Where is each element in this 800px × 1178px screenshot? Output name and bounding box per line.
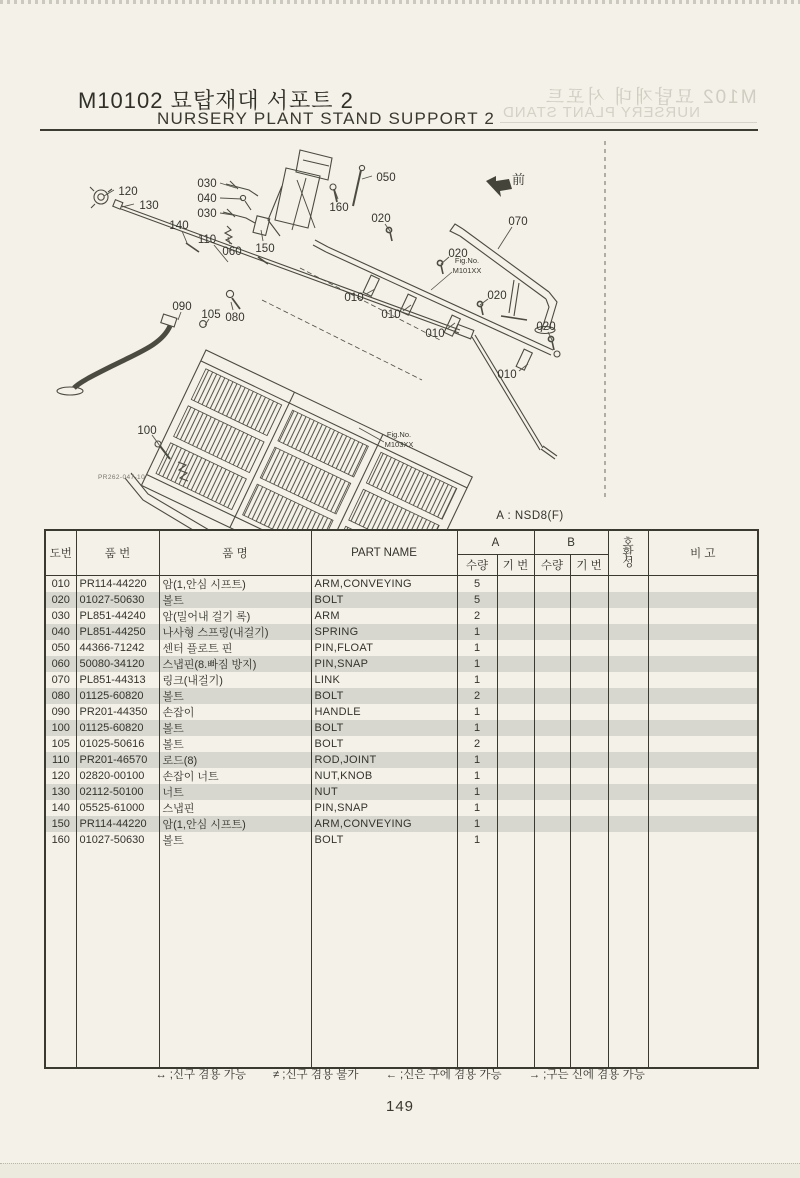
part-no-cell: 01125-60820 <box>76 688 159 704</box>
remarks-cell <box>648 720 758 736</box>
compat-cell <box>608 752 648 768</box>
header-part-name: PART NAME <box>311 530 457 576</box>
serial-a-cell <box>497 704 534 720</box>
header-name-kr: 품 명 <box>159 530 311 576</box>
qty-a-cell: 1 <box>457 720 497 736</box>
header-part-no: 품 번 <box>76 530 159 576</box>
remarks-cell <box>648 640 758 656</box>
name-kr-cell: 손잡이 너트 <box>159 768 311 784</box>
compat-cell <box>608 816 648 832</box>
qty-a-cell: 1 <box>457 624 497 640</box>
not-equal-icon: ≠ <box>272 1069 280 1081</box>
fig-no-cell: 060 <box>45 656 76 672</box>
plant-stand-platform <box>141 350 472 530</box>
diagram-callout-160: 160 <box>329 202 349 214</box>
name-kr-cell: 링크(내걸기) <box>159 672 311 688</box>
fig-reference: Fig.No. <box>454 256 480 265</box>
part-name-cell: BOLT <box>311 736 457 752</box>
compat-cell <box>608 800 648 816</box>
name-kr-cell: 스냅핀(8.빠짐 방지) <box>159 656 311 672</box>
qty-b-cell <box>534 784 570 800</box>
name-kr-cell: 암(1,안심 시프트) <box>159 816 311 832</box>
compat-cell <box>608 736 648 752</box>
remarks-cell <box>648 576 758 593</box>
bracket-plate-part <box>268 150 332 236</box>
header-compatibility: 호 환 성 <box>608 530 648 576</box>
part-no-cell: PR114-44220 <box>76 576 159 593</box>
fig-no-cell: 080 <box>45 688 76 704</box>
table-row <box>45 816 758 832</box>
conveying-rail-part <box>262 227 560 380</box>
name-kr-cell: 너트 <box>159 784 311 800</box>
table-row <box>45 576 758 593</box>
header-qty-a: 수량 <box>457 555 497 576</box>
legend-item <box>155 1066 246 1082</box>
name-kr-cell: 볼트 <box>159 592 311 608</box>
table-row <box>45 800 758 816</box>
qty-a-cell: 2 <box>457 608 497 624</box>
fig-reference: M103XX <box>384 440 414 449</box>
callout-leader-line <box>359 428 384 442</box>
table-row <box>45 736 758 752</box>
part-no-cell: PL851-44250 <box>76 624 159 640</box>
remarks-cell <box>648 752 758 768</box>
remarks-cell <box>648 656 758 672</box>
diagram-callout-060: 060 <box>222 246 242 258</box>
diagram-callout-030: 030 <box>197 178 217 190</box>
qty-b-cell <box>534 656 570 672</box>
serial-b-cell <box>570 640 608 656</box>
qty-a-cell: 1 <box>457 672 497 688</box>
serial-b-cell <box>570 672 608 688</box>
legend-text: ;구는 신에 겸용 가능 <box>543 1069 645 1081</box>
empty-cell <box>76 848 159 1068</box>
callout-leader-line <box>220 198 242 199</box>
part-name-cell: BOLT <box>311 688 457 704</box>
fig-no-cell: 040 <box>45 624 76 640</box>
serial-b-cell <box>570 624 608 640</box>
legend-text: ;신구 겸용 가능 <box>169 1069 246 1081</box>
callout-leader-line <box>362 176 372 179</box>
remarks-cell <box>648 784 758 800</box>
header-fig-no: 도번 <box>45 530 76 576</box>
part-name-cell: BOLT <box>311 832 457 848</box>
qty-a-cell: 1 <box>457 768 497 784</box>
qty-a-cell: 1 <box>457 784 497 800</box>
remarks-cell <box>648 768 758 784</box>
part-name-cell: ARM <box>311 608 457 624</box>
compat-cell <box>608 624 648 640</box>
qty-b-cell <box>534 736 570 752</box>
serial-a-cell <box>497 688 534 704</box>
exploded-parts-diagram <box>0 0 800 530</box>
fig-no-cell: 100 <box>45 720 76 736</box>
fig-no-cell: 120 <box>45 768 76 784</box>
qty-b-cell <box>534 704 570 720</box>
serial-b-cell <box>570 784 608 800</box>
part-name-cell: PIN,FLOAT <box>311 640 457 656</box>
qty-b-cell <box>534 816 570 832</box>
diagram-callout-110: 110 <box>197 234 217 246</box>
part-name-cell: BOLT <box>311 592 457 608</box>
part-name-cell: ARM,CONVEYING <box>311 576 457 593</box>
compat-cell <box>608 656 648 672</box>
part-name-cell: NUT,KNOB <box>311 768 457 784</box>
fig-no-cell: 130 <box>45 784 76 800</box>
qty-b-cell <box>534 608 570 624</box>
serial-b-cell <box>570 704 608 720</box>
empty-cell <box>45 848 76 1068</box>
diagram-callout-010: 010 <box>497 369 517 381</box>
serial-a-cell <box>497 832 534 848</box>
compat-cell <box>608 608 648 624</box>
qty-b-cell <box>534 672 570 688</box>
compat-cell <box>608 768 648 784</box>
qty-b-cell <box>534 768 570 784</box>
qty-a-cell: 1 <box>457 832 497 848</box>
model-note: A : NSD8(F) <box>496 510 564 522</box>
qty-b-cell <box>534 688 570 704</box>
name-kr-cell: 나사형 스프링(내걸기) <box>159 624 311 640</box>
part-no-cell: 01125-60820 <box>76 720 159 736</box>
qty-a-cell: 5 <box>457 592 497 608</box>
qty-a-cell: 2 <box>457 688 497 704</box>
fig-no-cell: 070 <box>45 672 76 688</box>
remarks-cell <box>648 800 758 816</box>
diagram-callout-100: 100 <box>137 425 157 437</box>
part-name-cell: LINK <box>311 672 457 688</box>
callout-leader-line <box>178 312 181 320</box>
part-name-cell: ROD,JOINT <box>311 752 457 768</box>
qty-b-cell <box>534 752 570 768</box>
callout-leader-line <box>231 302 233 310</box>
diagram-callout-090: 090 <box>172 301 192 313</box>
legend-item <box>273 1066 359 1082</box>
empty-cell <box>457 848 497 1068</box>
qty-a-cell: 2 <box>457 736 497 752</box>
qty-a-cell: 1 <box>457 704 497 720</box>
table-row <box>45 688 758 704</box>
compat-cell <box>608 592 648 608</box>
diagram-callout-150: 150 <box>255 243 275 255</box>
diagram-callout-020: 020 <box>487 290 507 302</box>
name-kr-cell: 센터 플로트 핀 <box>159 640 311 656</box>
compat-cell <box>608 576 648 593</box>
part-no-cell: 05525-61000 <box>76 800 159 816</box>
part-no-cell: PL851-44240 <box>76 608 159 624</box>
part-no-cell: PR201-44350 <box>76 704 159 720</box>
table-row <box>45 608 758 624</box>
part-name-cell: HANDLE <box>311 704 457 720</box>
callout-leader-line <box>431 272 452 290</box>
diagram-callout-050: 050 <box>376 172 396 184</box>
name-kr-cell: 암(밀어내 걸기 록) <box>159 608 311 624</box>
bleedthrough-title-kr: M102 묘탑재대 서포트 <box>544 87 757 108</box>
qty-b-cell <box>534 640 570 656</box>
bleedthrough-title-en: NURSERY PLANT STAND <box>502 104 700 121</box>
name-kr-cell: 볼트 <box>159 736 311 752</box>
fig-no-cell: 140 <box>45 800 76 816</box>
table-row <box>45 784 758 800</box>
table-row <box>45 640 758 656</box>
part-no-cell: PR201-46570 <box>76 752 159 768</box>
name-kr-cell: 손잡이 <box>159 704 311 720</box>
header-serial-b: 기 번 <box>570 555 608 576</box>
serial-a-cell <box>497 720 534 736</box>
scan-edge-noise-bottom <box>0 1163 800 1178</box>
empty-cell <box>570 848 608 1068</box>
compat-cell <box>608 832 648 848</box>
diagram-callout-010: 010 <box>344 292 364 304</box>
serial-a-cell <box>497 608 534 624</box>
compat-cell <box>608 672 648 688</box>
page-title-korean: M10102 묘탑재대 서포트 2 <box>78 88 354 113</box>
part-name-cell: NUT <box>311 784 457 800</box>
empty-cell <box>534 848 570 1068</box>
compat-cell <box>608 640 648 656</box>
serial-b-cell <box>570 576 608 593</box>
qty-b-cell <box>534 592 570 608</box>
qty-b-cell <box>534 720 570 736</box>
compat-cell <box>608 704 648 720</box>
front-label: 前 <box>512 172 526 187</box>
left-arrow-icon: ← <box>385 1069 397 1081</box>
qty-b-cell <box>534 832 570 848</box>
diagram-callout-080: 080 <box>225 312 245 324</box>
serial-a-cell <box>497 816 534 832</box>
table-row <box>45 592 758 608</box>
callout-leader-line <box>498 227 512 249</box>
part-no-cell: 02112-50100 <box>76 784 159 800</box>
fig-reference: Fig.No. <box>386 430 412 439</box>
name-kr-cell: 스냅핀 <box>159 800 311 816</box>
parts-table <box>44 529 759 1069</box>
qty-b-cell <box>534 576 570 593</box>
serial-a-cell <box>497 576 534 593</box>
serial-a-cell <box>497 768 534 784</box>
diagram-callout-105: 105 <box>201 309 221 321</box>
legend-item <box>529 1066 645 1082</box>
header-group-b: B <box>534 530 608 555</box>
serial-b-cell <box>570 816 608 832</box>
remarks-cell <box>648 688 758 704</box>
compat-cell <box>608 720 648 736</box>
part-name-cell: PIN,SNAP <box>311 656 457 672</box>
part-no-cell: 02820-00100 <box>76 768 159 784</box>
serial-b-cell <box>570 800 608 816</box>
fig-no-cell: 010 <box>45 576 76 593</box>
qty-b-cell <box>534 624 570 640</box>
legend-text: ;신은 구에 겸용 가능 <box>400 1069 502 1081</box>
serial-a-cell <box>497 624 534 640</box>
fig-no-cell: 090 <box>45 704 76 720</box>
part-no-cell: 01027-50630 <box>76 832 159 848</box>
legend-text: ;신구 겸용 불가 <box>282 1069 359 1081</box>
part-no-cell: 01027-50630 <box>76 592 159 608</box>
right-arrow-icon: → <box>528 1069 541 1081</box>
serial-a-cell <box>497 656 534 672</box>
diagram-callout-020: 020 <box>536 321 556 333</box>
qty-a-cell: 1 <box>457 640 497 656</box>
compat-cell <box>608 784 648 800</box>
both-ways-arrow-icon: ↔ <box>155 1069 167 1081</box>
serial-a-cell <box>497 672 534 688</box>
part-name-cell: BOLT <box>311 720 457 736</box>
float-pin-part <box>353 170 361 206</box>
header-remarks: 비 고 <box>648 530 758 576</box>
serial-b-cell <box>570 688 608 704</box>
serial-b-cell <box>570 832 608 848</box>
qty-b-cell <box>534 800 570 816</box>
diagram-callout-070: 070 <box>508 216 528 228</box>
remarks-cell <box>648 832 758 848</box>
remarks-cell <box>648 816 758 832</box>
diagram-callout-010: 010 <box>381 309 401 321</box>
legend-item <box>386 1066 502 1082</box>
serial-b-cell <box>570 720 608 736</box>
qty-a-cell: 1 <box>457 752 497 768</box>
table-row <box>45 752 758 768</box>
compatibility-legend <box>0 1066 800 1082</box>
fig-reference: M101XX <box>452 266 482 275</box>
diagram-callout-130: 130 <box>139 200 159 212</box>
diagram-callout-010: 010 <box>425 328 445 340</box>
table-row <box>45 720 758 736</box>
empty-cell <box>311 848 457 1068</box>
parts-table-body <box>45 576 758 1069</box>
serial-b-cell <box>570 768 608 784</box>
header-serial-a: 기 번 <box>497 555 534 576</box>
fig-no-cell: 050 <box>45 640 76 656</box>
name-kr-cell: 볼트 <box>159 720 311 736</box>
part-no-cell: 50080-34120 <box>76 656 159 672</box>
empty-cell <box>497 848 534 1068</box>
callout-layer <box>104 172 556 449</box>
diagram-callout-120: 120 <box>118 186 138 198</box>
serial-a-cell <box>497 752 534 768</box>
fig-no-cell: 160 <box>45 832 76 848</box>
remarks-cell <box>648 736 758 752</box>
name-kr-cell: 암(1,안심 시프트) <box>159 576 311 593</box>
qty-a-cell: 1 <box>457 656 497 672</box>
serial-b-cell <box>570 736 608 752</box>
fig-no-cell: 030 <box>45 608 76 624</box>
diagram-callout-140: 140 <box>169 220 189 232</box>
part-name-cell: ARM,CONVEYING <box>311 816 457 832</box>
diagram-callout-020: 020 <box>448 248 468 260</box>
callout-leader-line <box>261 230 263 241</box>
qty-a-cell: 5 <box>457 576 497 593</box>
callout-leader-line <box>122 204 134 207</box>
serial-b-cell <box>570 592 608 608</box>
empty-cell <box>608 848 648 1068</box>
empty-cell <box>159 848 311 1068</box>
serial-a-cell <box>497 736 534 752</box>
part-no-cell: 44366-71242 <box>76 640 159 656</box>
diagram-callout-040: 040 <box>197 193 217 205</box>
table-row <box>45 768 758 784</box>
fig-no-cell: 020 <box>45 592 76 608</box>
serial-b-cell <box>570 752 608 768</box>
float-pin-head <box>359 165 364 170</box>
table-row <box>45 656 758 672</box>
front-direction-arrow-icon <box>486 176 512 197</box>
serial-a-cell <box>497 800 534 816</box>
part-name-cell: SPRING <box>311 624 457 640</box>
serial-a-cell <box>497 640 534 656</box>
empty-filler-row <box>45 848 758 1068</box>
part-no-cell: PL851-44313 <box>76 672 159 688</box>
serial-b-cell <box>570 656 608 672</box>
serial-a-cell <box>497 592 534 608</box>
table-row <box>45 624 758 640</box>
table-row <box>45 672 758 688</box>
serial-b-cell <box>570 608 608 624</box>
table-row <box>45 704 758 720</box>
page-number: 149 <box>385 1098 415 1115</box>
remarks-cell <box>648 672 758 688</box>
empty-cell <box>648 848 758 1068</box>
diagram-callout-020: 020 <box>371 213 391 225</box>
drawing-code: PR262-047-10 <box>98 474 146 481</box>
part-name-cell: PIN,SNAP <box>311 800 457 816</box>
remarks-cell <box>648 704 758 720</box>
fig-no-cell: 150 <box>45 816 76 832</box>
qty-a-cell: 1 <box>457 816 497 832</box>
name-kr-cell: 볼트 <box>159 688 311 704</box>
name-kr-cell: 로드(8) <box>159 752 311 768</box>
serial-a-cell <box>497 784 534 800</box>
fig-no-cell: 105 <box>45 736 76 752</box>
remarks-cell <box>648 624 758 640</box>
fig-no-cell: 110 <box>45 752 76 768</box>
page-title-english: NURSERY PLANT STAND SUPPORT 2 <box>157 109 496 128</box>
header-qty-b: 수량 <box>534 555 570 576</box>
qty-a-cell: 1 <box>457 800 497 816</box>
compat-cell <box>608 688 648 704</box>
table-row <box>45 832 758 848</box>
part-no-cell: PR114-44220 <box>76 816 159 832</box>
part-no-cell: 01025-50616 <box>76 736 159 752</box>
diagram-callout-030: 030 <box>197 208 217 220</box>
header-group-a: A <box>457 530 534 555</box>
remarks-cell <box>648 592 758 608</box>
name-kr-cell: 볼트 <box>159 832 311 848</box>
remarks-cell <box>648 608 758 624</box>
